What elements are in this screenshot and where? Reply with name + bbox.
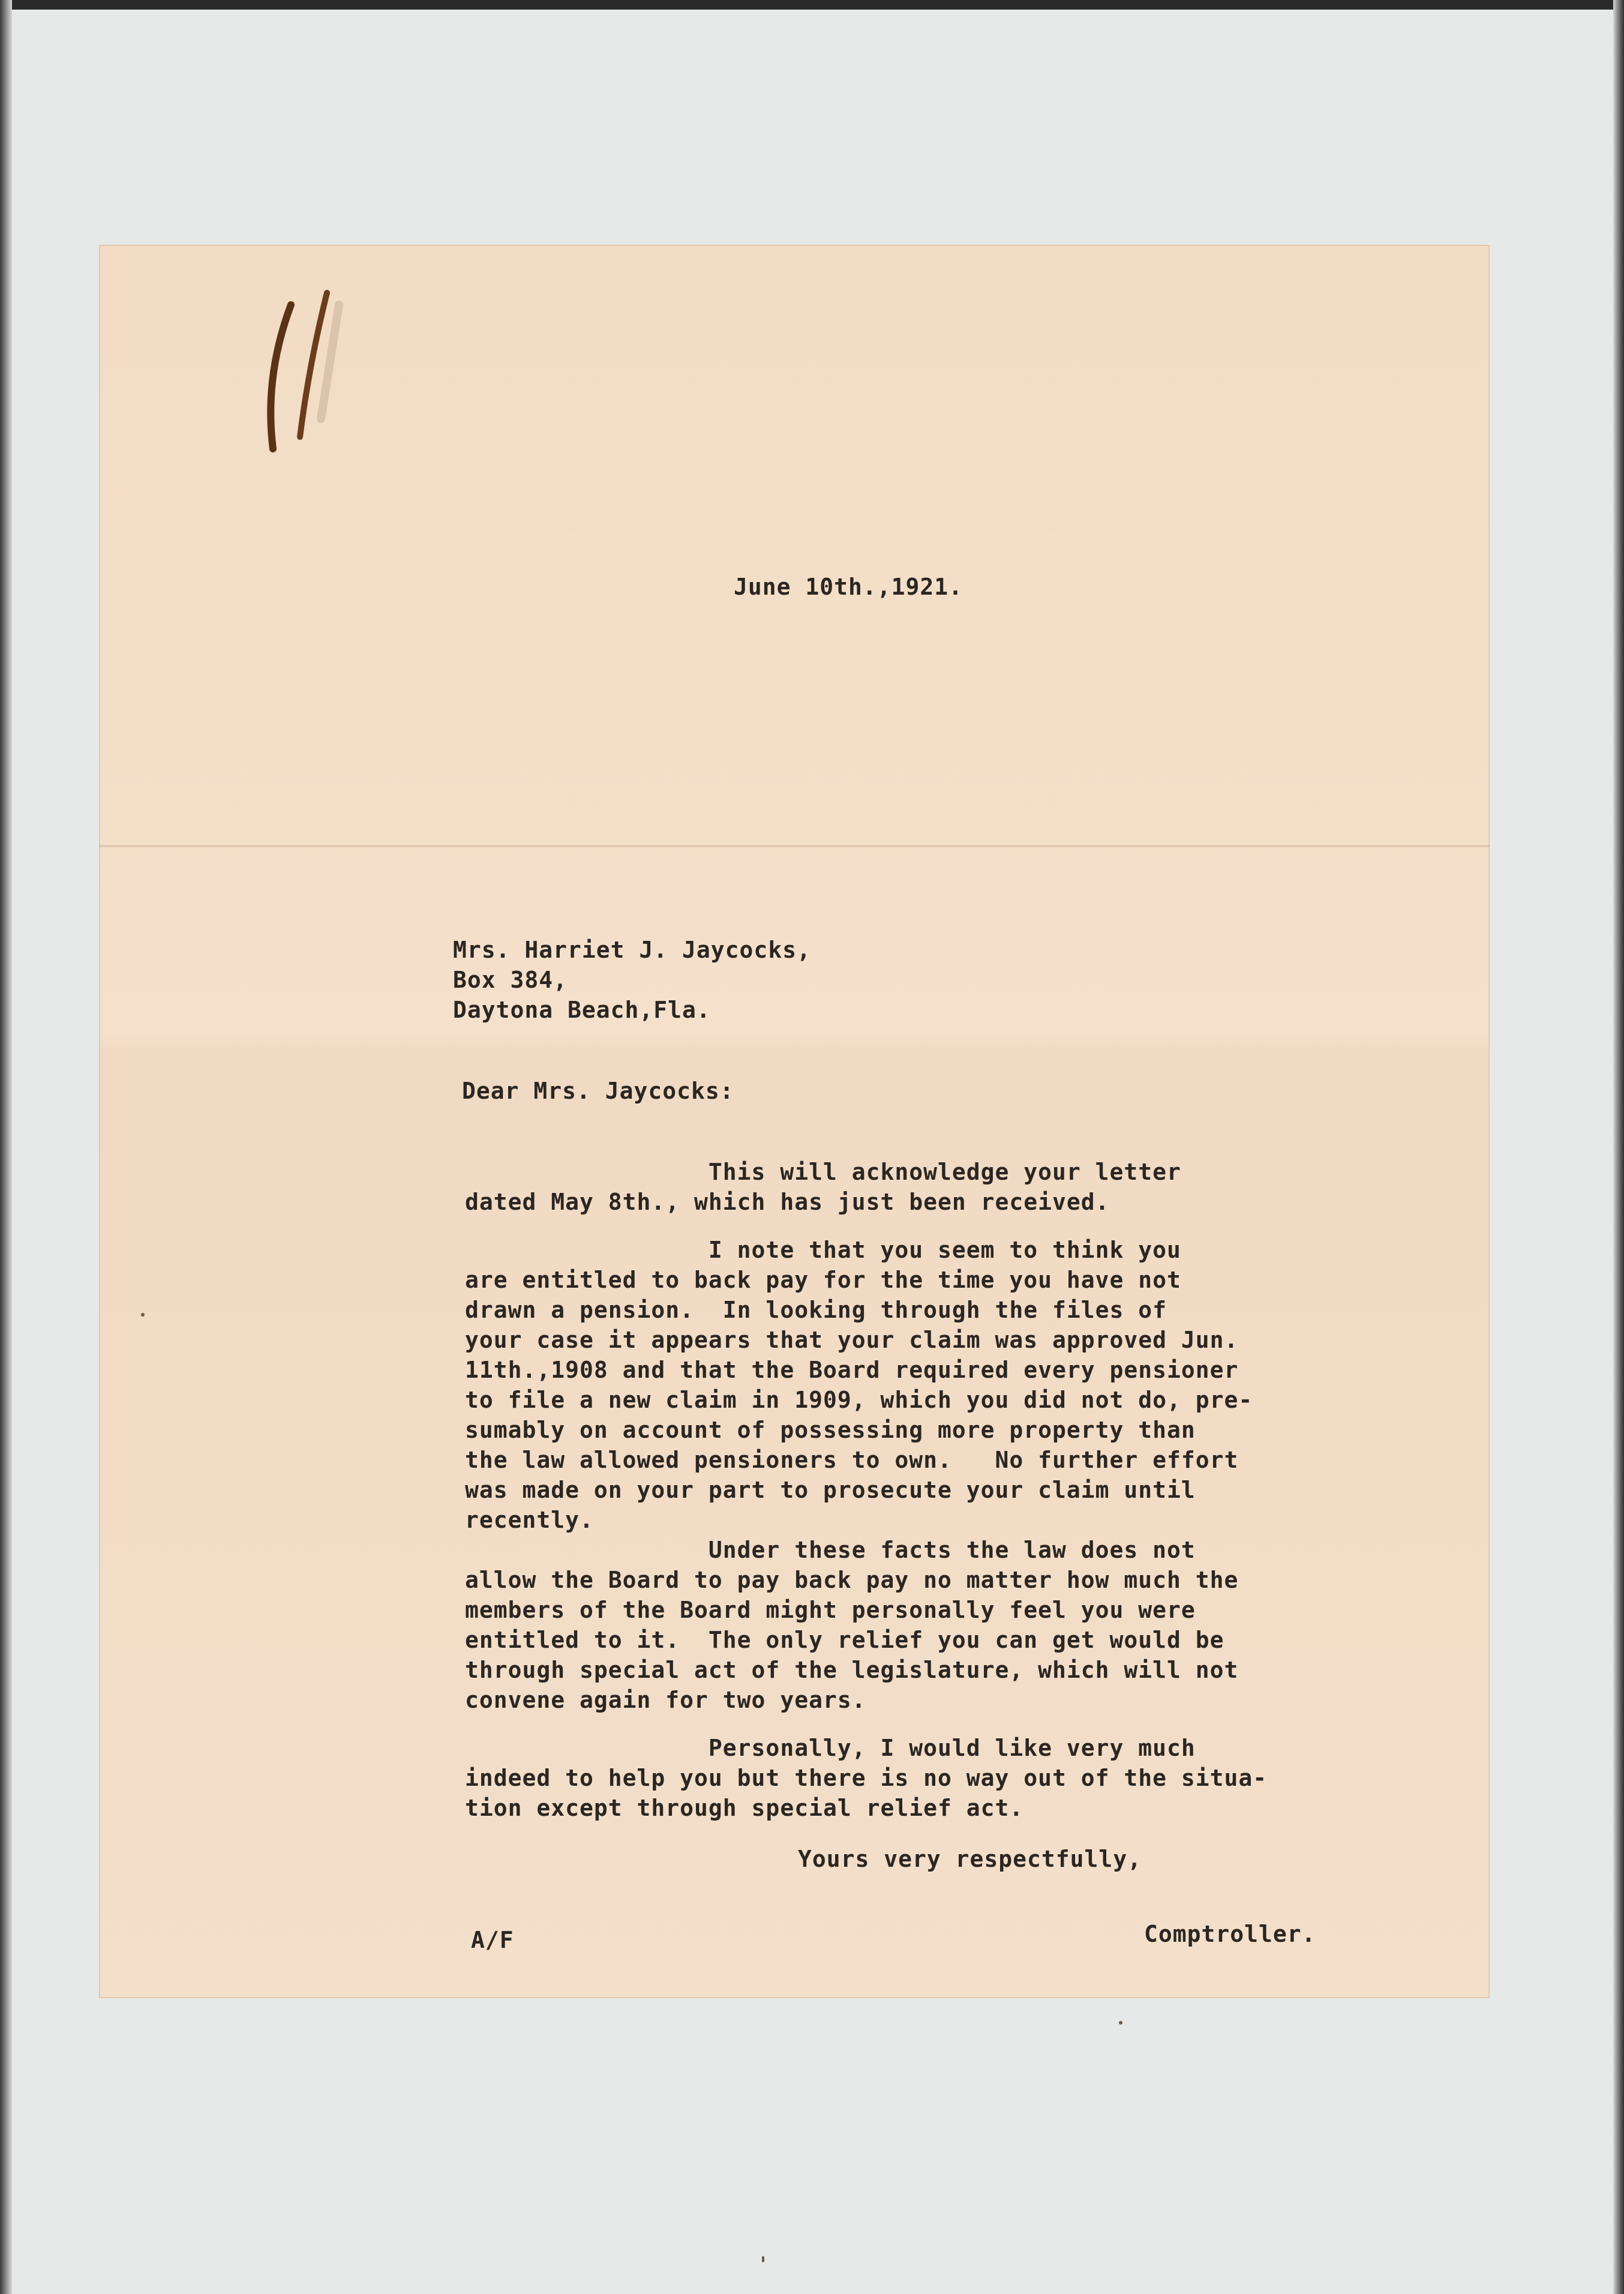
body-paragraph-2: I note that you seem to think you are entitled to back pay for the time you have not drawn a pension. In looking through the files of your case it appears that your claim was approved Jun. 11th.,1908 and that the Board required every pensioner to file a new claim in 1909, which you did not do, pre- sumably on account of possessing more property than the law allowed pensioners to own. No further effort was made on your part to prosecute your claim until recently.: [465, 1237, 1253, 1533]
paperclip-rust-icon: [249, 269, 369, 473]
paper-speck: [1119, 2021, 1122, 2025]
recipient-city: Daytona Beach,Fla.: [453, 997, 711, 1023]
typist-initials: A/F: [471, 1927, 514, 1953]
salutation: Dear Mrs. Jaycocks:: [462, 1078, 734, 1104]
recipient-name: Mrs. Harriet J. Jaycocks,: [453, 937, 811, 963]
scanner-edge-right: [1613, 0, 1624, 2294]
fold-line: [99, 845, 1490, 847]
scanner-edge-top: [0, 0, 1624, 10]
mount-speck: [762, 2256, 764, 2262]
body-paragraph-4: Personally, I would like very much indeed to help you but there is no way out of the situa- tion except through special relief act.: [465, 1735, 1268, 1821]
body-paragraph-1: This will acknowledge your letter dated May 8th., which has just been received.: [465, 1159, 1181, 1215]
paper-speck: [141, 1313, 145, 1317]
scanner-edge-left: [0, 0, 12, 2294]
letter-date: June 10th.,1921.: [734, 574, 963, 600]
signatory-title: Comptroller.: [1144, 1921, 1316, 1947]
closing: Yours very respectfully,: [798, 1846, 1142, 1872]
body-paragraph-3: Under these facts the law does not allow the Board to pay back pay no matter how much the members of the Board might personally feel you were entitled to it. The only relief you can get would be through special act of the legislature, which will not convene again for two years.: [465, 1537, 1239, 1713]
recipient-box: Box 384,: [453, 967, 568, 993]
letter-paper: [99, 245, 1490, 1998]
